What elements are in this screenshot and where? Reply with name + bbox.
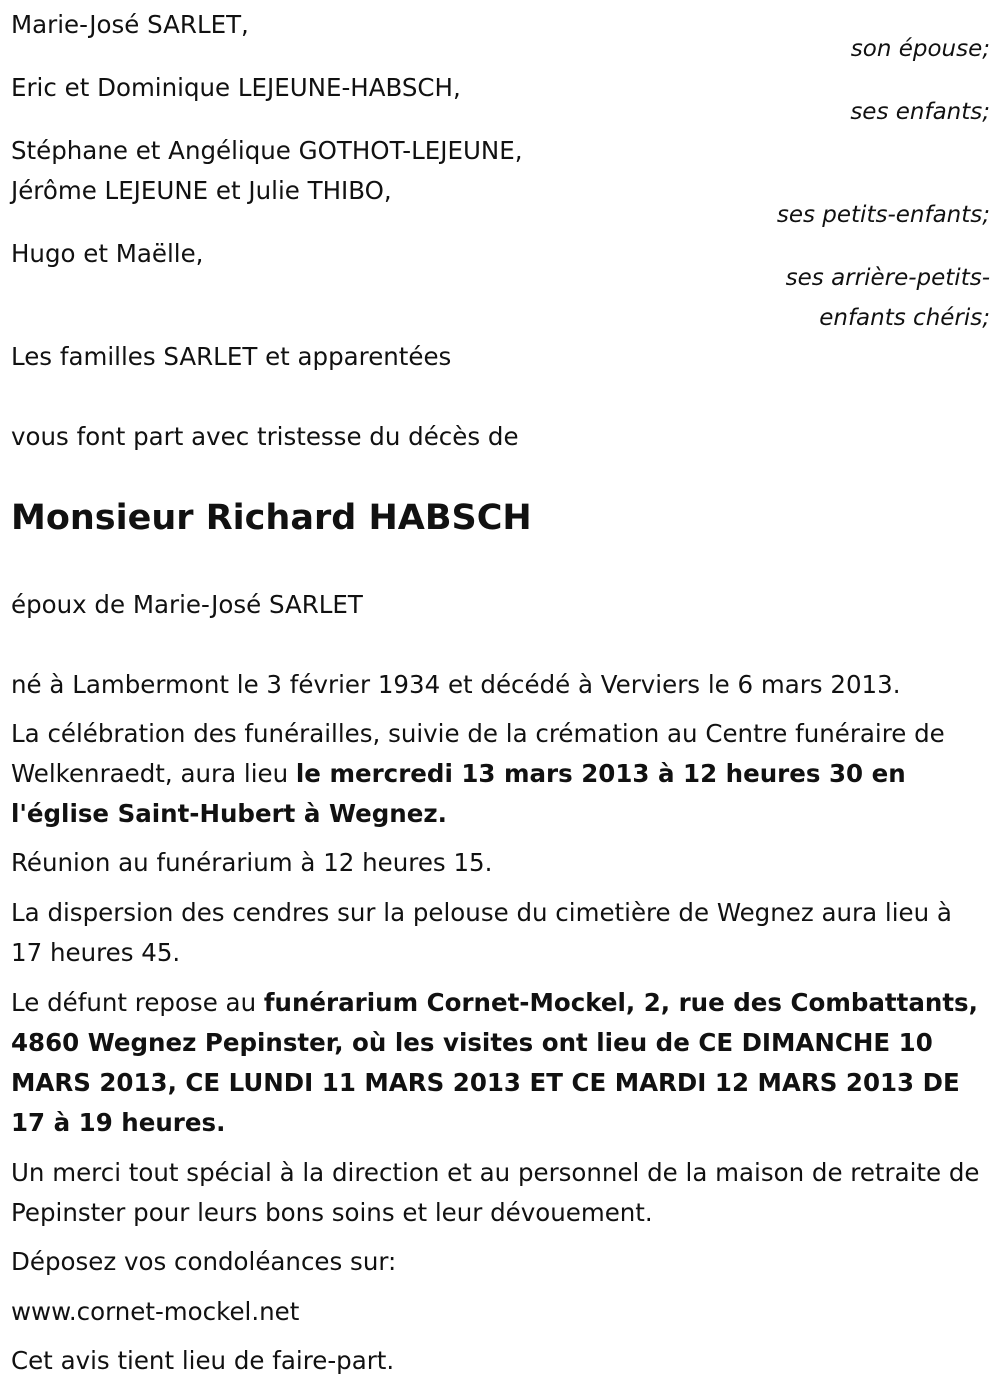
intro-line: vous font part avec tristesse du décès de — [11, 422, 519, 451]
repose-paragraph — [11, 983, 986, 1143]
condolences-line: Déposez vos condoléances sur: — [11, 1247, 397, 1276]
great-grandchildren-role-line-2: enfants chéris; — [819, 305, 990, 331]
spouse-of-line: époux de Marie-José SARLET — [11, 590, 363, 619]
thanks-paragraph: Un merci tout spécial à la direction et au personnel de la maison de retraite de Pepinster pour leurs bons soins et leur dévouement. — [11, 1158, 980, 1227]
spouse-name: Marie-José SARLET, — [11, 10, 249, 39]
repose-location-visits: funérarium Cornet-Mockel, 2, rue des Combattants, 4860 Wegnez Pepinster, où les visites ont lieu de CE DIMANCHE 10 MARS 2013, CE LUNDI 11 MARS 2013 ET CE MARDI 12 MARS 2013 DE 17 à 19 heures. — [11, 988, 978, 1137]
children-name: Eric et Dominique LEJEUNE-HABSCH, — [11, 73, 461, 102]
children-role: ses enfants; — [850, 99, 990, 125]
website-link[interactable]: www.cornet-mockel.net — [11, 1297, 300, 1326]
birth-death-line: né à Lambermont le 3 février 1934 et décédé à Verviers le 6 mars 2013. — [11, 670, 901, 699]
great-grandchildren-role-line-1: ses arrière-petits- — [785, 265, 990, 291]
spouse-role: son épouse; — [850, 36, 990, 62]
ceremony-text: La célébration des funérailles, suivie de la crémation au Centre funéraire de Welkenraedt, aura lieu — [11, 719, 945, 788]
deceased-name: Monsieur Richard HABSCH — [11, 498, 532, 538]
repose-text: Le défunt repose au — [11, 988, 264, 1017]
grandchildren-role: ses petits-enfants; — [776, 202, 990, 228]
reunion-paragraph: Réunion au funérarium à 12 heures 15. — [11, 848, 493, 877]
notice-line: Cet avis tient lieu de faire-part. — [11, 1346, 395, 1375]
ceremony-date-place: le mercredi 13 mars 2013 à 12 heures 30 en l'église Saint-Hubert à Wegnez. — [11, 759, 906, 828]
dispersion-paragraph: La dispersion des cendres sur la pelouse du cimetière de Wegnez aura lieu à 17 heures 45. — [11, 898, 952, 967]
great-grandchildren-name: Hugo et Maëlle, — [11, 239, 204, 268]
grandchildren-line-1: Stéphane et Angélique GOTHOT-LEJEUNE, — [11, 136, 523, 165]
ceremony-paragraph — [11, 714, 986, 834]
families-line: Les familles SARLET et apparentées — [11, 342, 452, 371]
grandchildren-line-2: Jérôme LEJEUNE et Julie THIBO, — [11, 176, 392, 205]
